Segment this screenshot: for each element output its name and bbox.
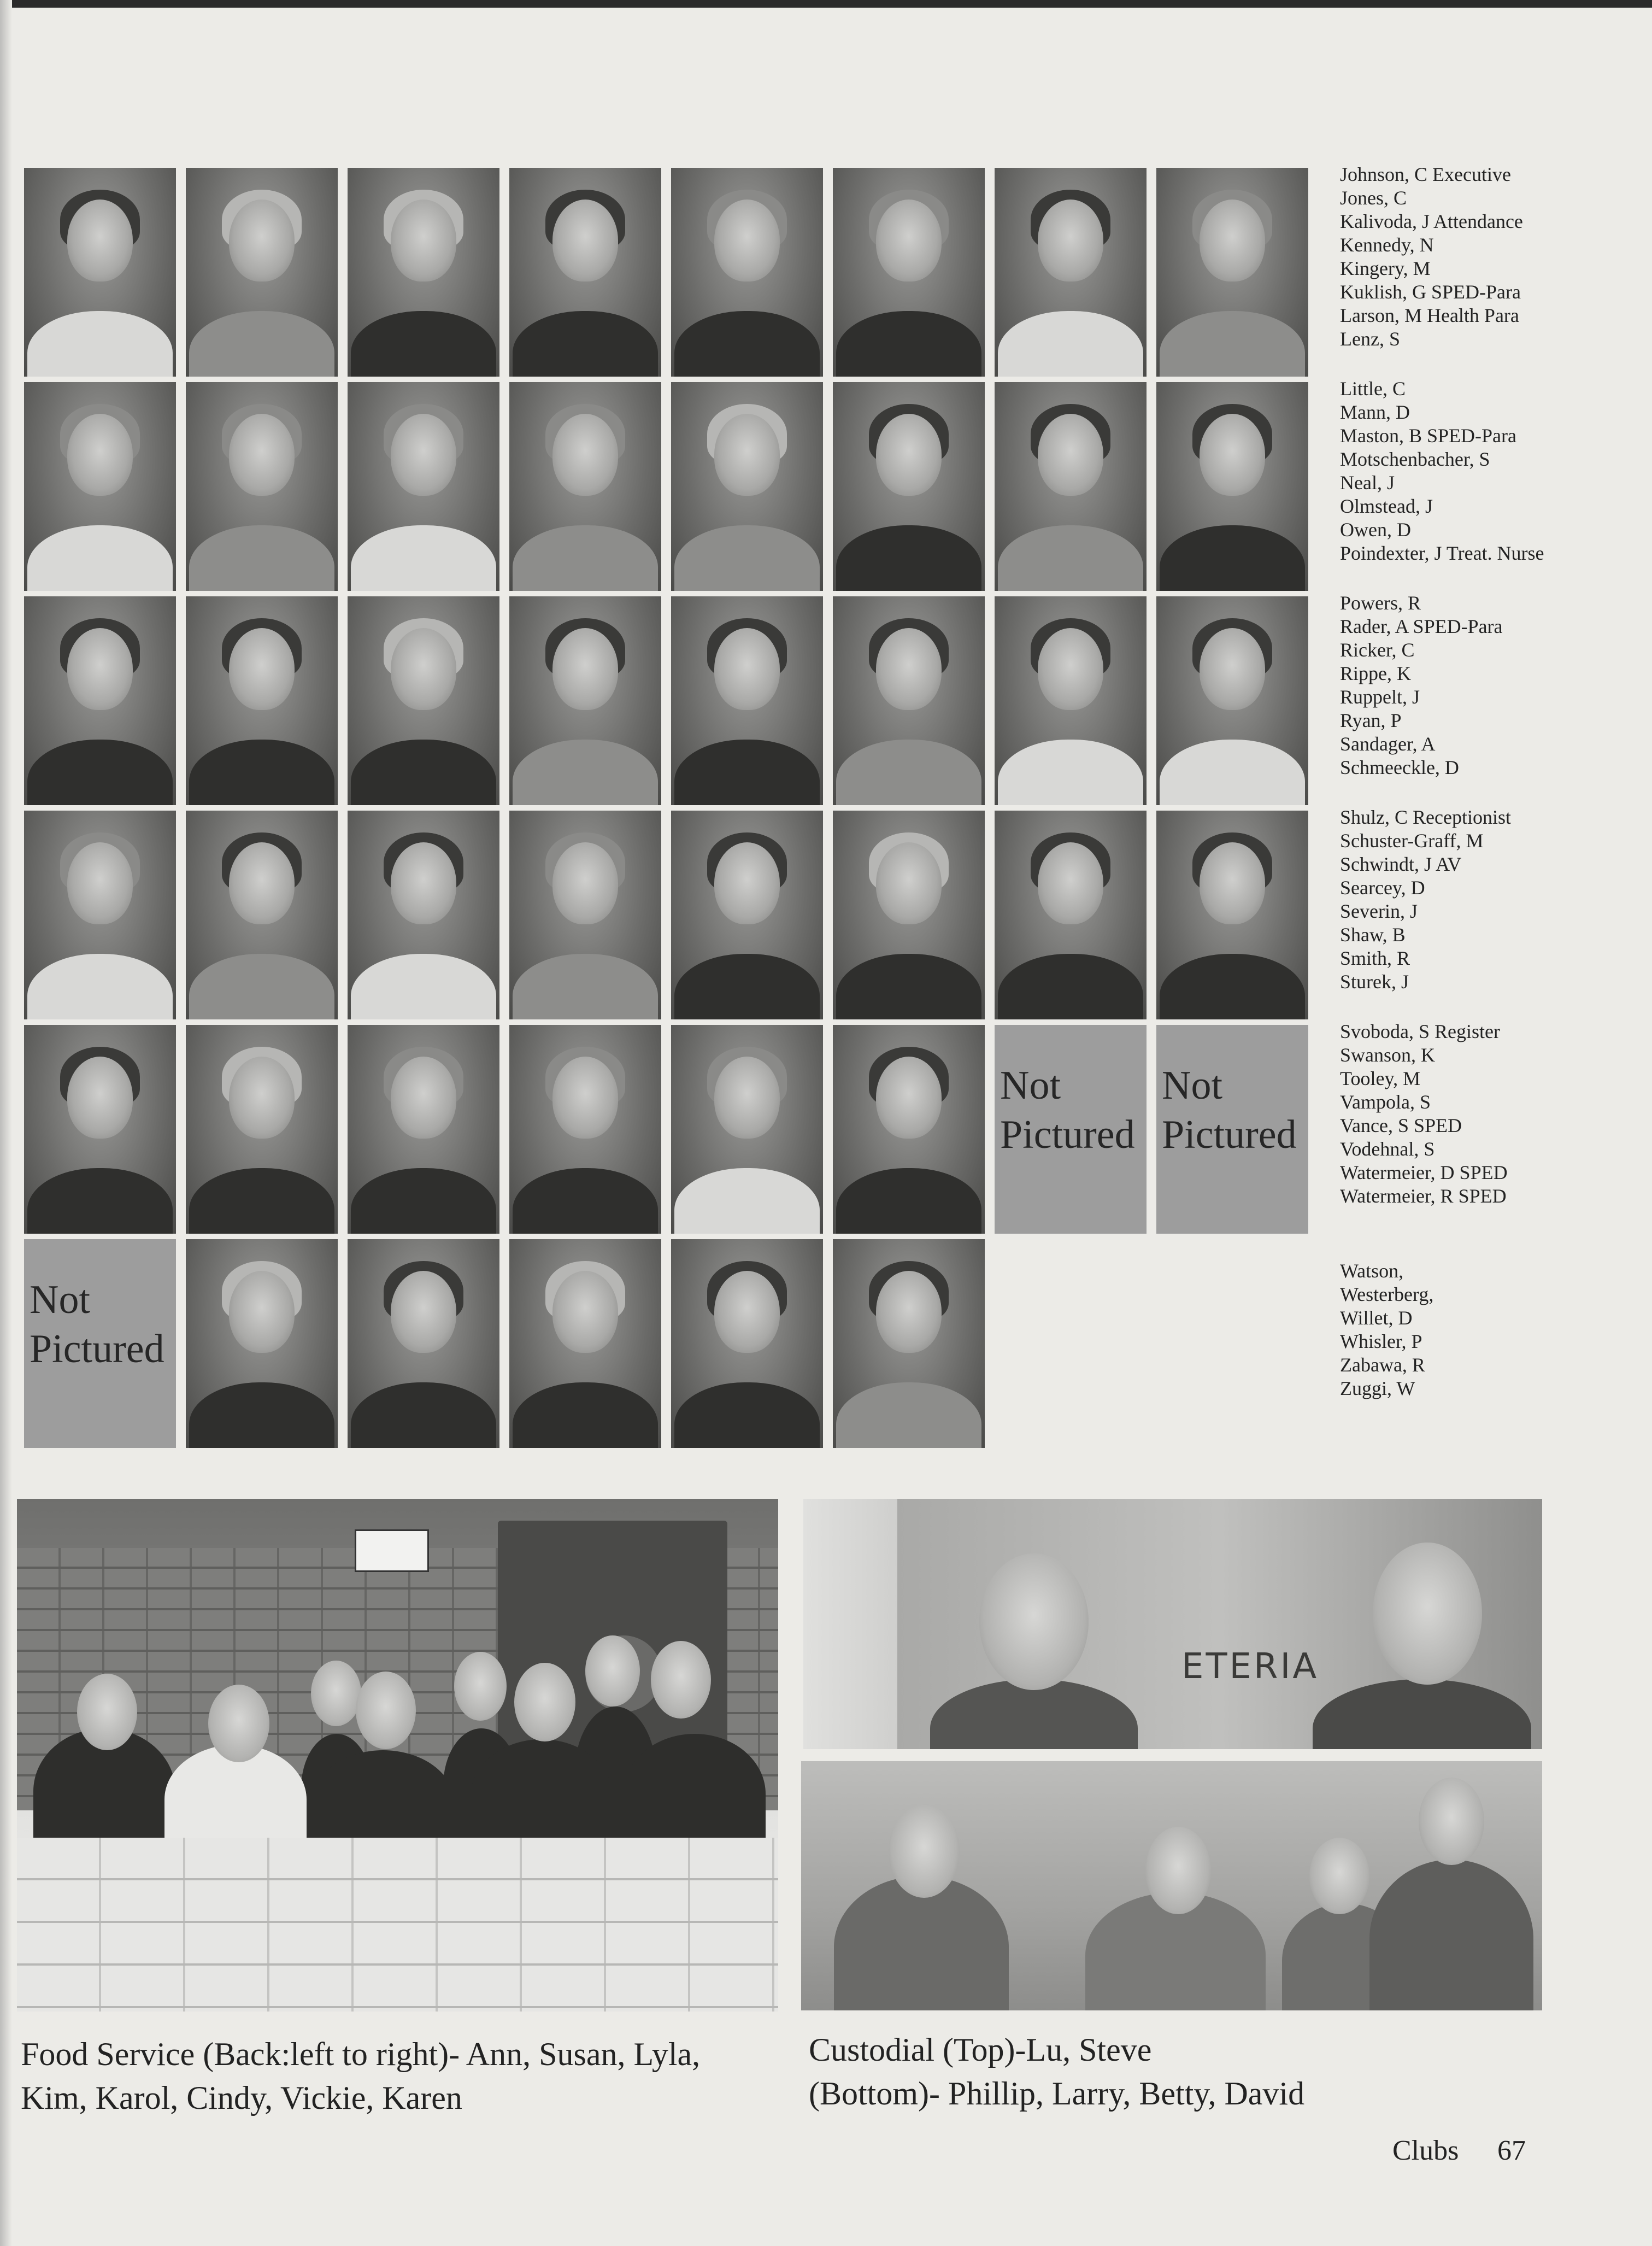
roster-entry: Watermeier, R SPED [1340, 1185, 1507, 1207]
roster-entry: Mann, D [1340, 401, 1410, 423]
roster-entry: Sandager, A [1340, 733, 1436, 755]
staff-portrait [24, 168, 176, 377]
roster-entry: Vance, S SPED [1340, 1115, 1462, 1136]
face [454, 1652, 507, 1721]
face [1373, 1543, 1482, 1685]
staff-portrait [1156, 596, 1308, 805]
face [356, 1672, 416, 1749]
face [514, 1663, 575, 1741]
staff-portrait [671, 596, 823, 805]
roster-entry: Maston, B SPED-Para [1340, 425, 1516, 447]
roster-group [1340, 377, 1544, 565]
roster-entry: Schwindt, J AV [1340, 853, 1462, 875]
staff-portrait [995, 168, 1147, 377]
person [1369, 1860, 1533, 2010]
staff-portrait [1156, 382, 1308, 591]
not-pictured-placeholder [995, 1025, 1147, 1234]
staff-portrait [833, 596, 985, 805]
roster-entry: Neal, J [1340, 472, 1395, 494]
roster-entry: Schuster-Graff, M [1340, 830, 1484, 852]
staff-portrait [24, 382, 176, 591]
person [471, 1739, 613, 1854]
staff-portrait [671, 382, 823, 591]
roster-group [1340, 1020, 1508, 1208]
staff-portrait [186, 811, 338, 1019]
staff-portrait [995, 382, 1147, 591]
staff-portrait [509, 596, 661, 805]
roster-entry: Olmstead, J [1340, 495, 1433, 517]
staff-portrait [833, 1025, 985, 1234]
staff-portrait [671, 1025, 823, 1234]
face [651, 1641, 711, 1719]
face [889, 1805, 960, 1898]
roster-entry: Vodehnal, S [1340, 1138, 1435, 1160]
roster-entry: Schmeeckle, D [1340, 757, 1459, 778]
roster-entry: Shaw, B [1340, 924, 1406, 946]
staff-portrait [186, 382, 338, 591]
roster-entry: Kennedy, N [1340, 234, 1434, 256]
staff-portrait [671, 1239, 823, 1448]
staff-portrait [995, 811, 1147, 1019]
roster-entry: Smith, R [1340, 947, 1410, 969]
staff-portrait [24, 596, 176, 805]
staff-portrait [348, 1239, 499, 1448]
roster-entry: Westerberg, [1340, 1283, 1434, 1305]
person [624, 1734, 766, 1854]
staff-portrait [24, 811, 176, 1019]
food-service-group-photo [17, 1499, 778, 2012]
custodial-top-photo [897, 1499, 1542, 1749]
staff-portrait [348, 168, 499, 377]
face [208, 1685, 269, 1762]
staff-portrait [833, 1239, 985, 1448]
roster-entry: Swanson, K [1340, 1044, 1436, 1066]
roster-entry: Watermeier, D SPED [1340, 1162, 1508, 1183]
roster-entry: Poindexter, J Treat. Nurse [1340, 542, 1544, 564]
roster-group [1340, 1259, 1433, 1400]
not-pictured-placeholder [24, 1239, 176, 1448]
hallway-strip [803, 1499, 897, 1749]
staff-portrait [348, 382, 499, 591]
not-pictured-placeholder [1156, 1025, 1308, 1234]
olympic-rings-sign [355, 1529, 429, 1572]
counter-wall [17, 1838, 778, 2012]
staff-portrait [509, 1239, 661, 1448]
section-name: Clubs [1392, 2135, 1459, 2166]
staff-portrait [186, 1025, 338, 1234]
staff-portrait [24, 1025, 176, 1234]
staff-portrait [509, 382, 661, 591]
staff-portrait [509, 168, 661, 377]
roster-entry: Lenz, S [1340, 328, 1400, 350]
roster-entry: Searcey, D [1340, 877, 1425, 899]
roster-entry: Powers, R [1340, 592, 1421, 614]
roster-entry: Ryan, P [1340, 709, 1402, 731]
page-number: 67 [1497, 2135, 1526, 2166]
face [311, 1661, 361, 1726]
face [77, 1674, 137, 1750]
custodial-caption: Custodial (Top)-Lu, Steve (Bottom)- Phillip, Larry, Betty, David [809, 2032, 1305, 2112]
staff-portrait [186, 1239, 338, 1448]
cafeteria-sign: ETERIA [1181, 1646, 1319, 1687]
face [1419, 1778, 1484, 1865]
roster-entry: Sturek, J [1340, 971, 1409, 993]
staff-portrait [833, 382, 985, 591]
roster-entry: Willet, D [1340, 1307, 1413, 1329]
staff-portrait [348, 811, 499, 1019]
roster-entry: Jones, C [1340, 187, 1407, 209]
roster-entry: Rader, A SPED-Para [1340, 615, 1503, 637]
roster-entry: Ruppelt, J [1340, 686, 1420, 708]
roster-entry: Vampola, S [1340, 1091, 1431, 1113]
roster-entry: Severin, J [1340, 900, 1418, 922]
staff-portrait [186, 168, 338, 377]
roster-group [1340, 163, 1523, 351]
roster-entry: Whisler, P [1340, 1330, 1422, 1352]
staff-portrait [348, 1025, 499, 1234]
roster-entry: Zabawa, R [1340, 1354, 1425, 1376]
roster-entry: Tooley, M [1340, 1068, 1421, 1089]
face [979, 1553, 1089, 1690]
staff-portrait [1156, 811, 1308, 1019]
roster-entry: Little, C [1340, 378, 1406, 400]
roster-entry: Shulz, C Receptionist [1340, 806, 1511, 828]
not-pictured-label: Not Pictured [30, 1277, 164, 1371]
roster-entry: Owen, D [1340, 519, 1411, 541]
roster-entry: Ricker, C [1340, 639, 1415, 661]
staff-portrait [833, 811, 985, 1019]
not-pictured-label: Not Pictured [1000, 1063, 1135, 1157]
staff-portrait [509, 811, 661, 1019]
face [585, 1635, 640, 1707]
roster-entry: Johnson, C Executive [1340, 163, 1511, 185]
roster-entry: Svoboda, S Register [1340, 1021, 1500, 1042]
staff-portrait [833, 168, 985, 377]
roster-entry: Motschenbacher, S [1340, 448, 1490, 470]
food-service-caption: Food Service (Back:left to right)- Ann, Susan, Lyla, Kim, Karol, Cindy, Vickie, Karen [21, 2036, 701, 2116]
roster-entry: Zuggi, W [1340, 1377, 1415, 1399]
page-left-edge [0, 0, 12, 2246]
roster-group [1340, 591, 1503, 779]
staff-portrait [995, 596, 1147, 805]
face [1309, 1838, 1369, 1914]
staff-portrait [186, 596, 338, 805]
roster-entry: Larson, M Health Para [1340, 304, 1519, 326]
roster-entry: Kuklish, G SPED-Para [1340, 281, 1521, 303]
custodial-bottom-photo [801, 1761, 1542, 2010]
not-pictured-label: Not Pictured [1162, 1063, 1297, 1157]
staff-portrait [671, 811, 823, 1019]
roster-entry: Watson, [1340, 1260, 1404, 1282]
page-top-edge [0, 0, 1652, 8]
roster-group [1340, 806, 1511, 994]
roster-entry: Rippe, K [1340, 662, 1411, 684]
staff-portrait [509, 1025, 661, 1234]
staff-portrait [671, 168, 823, 377]
staff-portrait [1156, 168, 1308, 377]
roster-entry: Kalivoda, J Attendance [1340, 210, 1523, 232]
roster-entry: Kingery, M [1340, 257, 1431, 279]
staff-portrait [348, 596, 499, 805]
face [1145, 1827, 1211, 1914]
